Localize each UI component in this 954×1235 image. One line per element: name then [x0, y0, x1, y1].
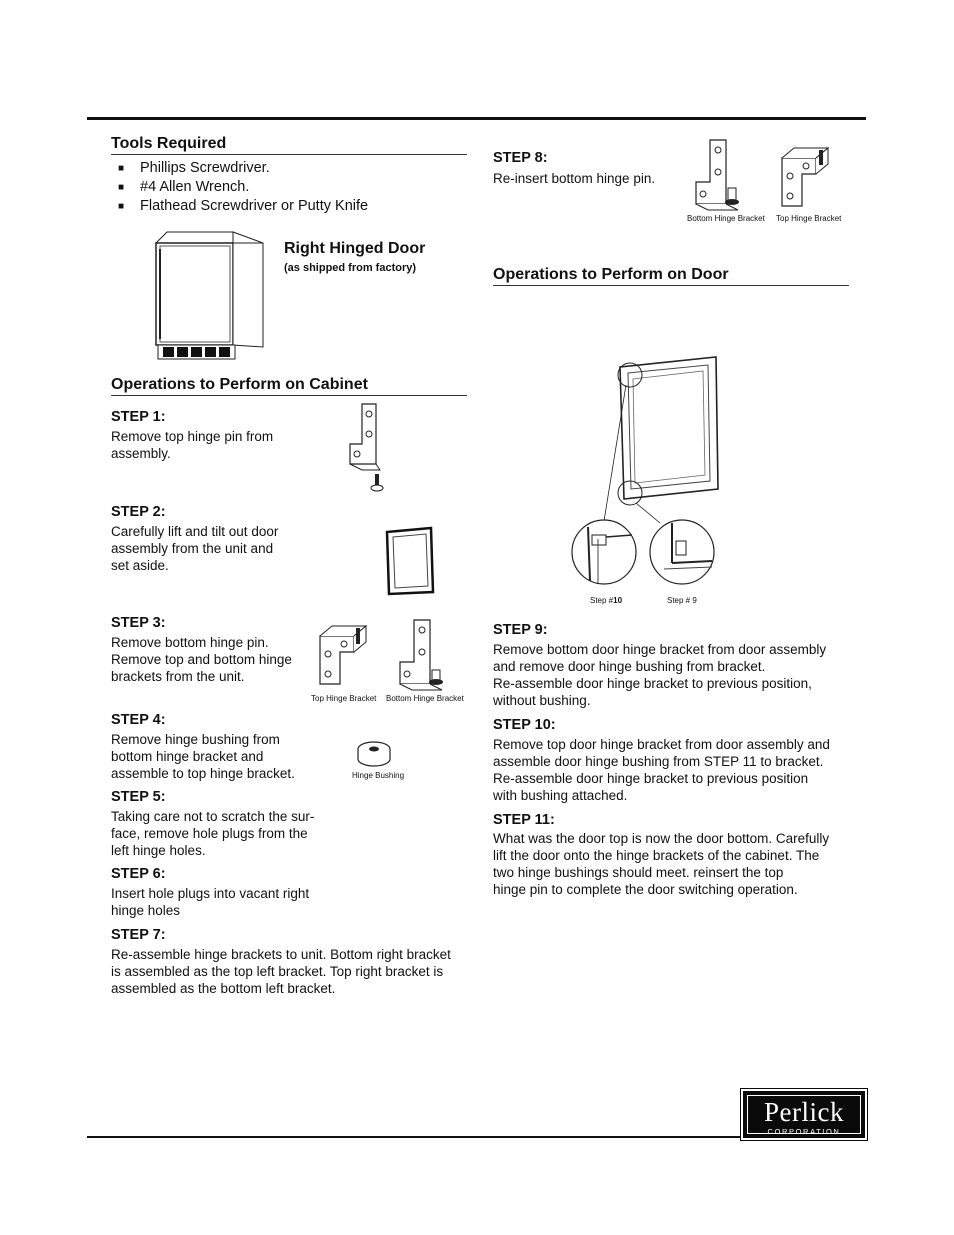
top-hinge-bracket-illustration — [776, 142, 838, 212]
top-hinge-bracket-caption: Top Hinge Bracket — [311, 694, 377, 703]
perlick-logo — [741, 1089, 867, 1140]
text-line: assemble to top hinge bracket. — [111, 766, 295, 781]
logo-frame — [747, 1095, 861, 1134]
text-line: face, remove hole plugs from the — [111, 826, 308, 841]
text-line: assembly. — [111, 446, 171, 461]
logo-name: Perlick — [764, 1097, 844, 1127]
text-line: Remove bottom hinge pin. — [111, 635, 269, 650]
top-hinge-bracket-pin-illustration — [342, 402, 392, 494]
step-11-title: STEP 11: — [493, 812, 555, 828]
step-10-text — [493, 736, 830, 804]
text-line: with bushing attached. — [493, 788, 628, 803]
step-2-title: STEP 2: — [111, 504, 166, 520]
bottom-hinge-bracket-caption: Bottom Hinge Bracket — [687, 214, 765, 223]
hinge-bushing-illustration — [354, 739, 394, 771]
text-line: Taking care not to scratch the sur- — [111, 809, 315, 824]
text-line: Remove top door hinge bracket from door assembly and — [493, 737, 830, 752]
list-item: ■ #4 Allen Wrench. — [111, 178, 368, 197]
list-item: ■ Flathead Screwdriver or Putty Knife — [111, 197, 368, 216]
text-line: Remove bottom door hinge bracket from door assembly — [493, 642, 827, 657]
step-6-title: STEP 6: — [111, 866, 166, 882]
bottom-hinge-bracket-illustration — [396, 618, 452, 694]
intro-subtitle: (as shipped from factory) — [284, 262, 417, 274]
step-10-caption — [590, 596, 622, 605]
step-4-text — [111, 731, 295, 782]
step-7-title: STEP 7: — [111, 927, 166, 943]
caption-number: 10 — [613, 596, 623, 605]
text-line: Remove top hinge pin from — [111, 429, 274, 444]
text-line: assemble door hinge bushing from STEP 11 to bracket. — [493, 754, 824, 769]
step-3-text — [111, 634, 292, 685]
step-1-title: STEP 1: — [111, 409, 166, 425]
step-1-text — [111, 428, 273, 462]
text-line: brackets from the unit. — [111, 669, 245, 684]
text-line: hinge holes — [111, 903, 181, 918]
text-line: Re-assemble door hinge bracket to previous position, — [493, 676, 812, 691]
hinge-bushing-caption: Hinge Bushing — [352, 771, 405, 780]
step-5-text — [111, 808, 314, 859]
text-line: left hinge holes. — [111, 843, 206, 858]
step-3-title: STEP 3: — [111, 615, 166, 631]
text-line: Re-assemble hinge brackets to unit. Bottom right bracket — [111, 947, 451, 962]
bottom-rule — [87, 1136, 742, 1138]
door-hinge-diagram — [568, 355, 728, 595]
text-line: set aside. — [111, 558, 169, 573]
door-heading: Operations to Perform on Door — [493, 266, 849, 286]
tools-heading: Tools Required — [111, 135, 467, 155]
bottom-hinge-bracket-illustration — [692, 138, 748, 214]
cabinet-heading: Operations to Perform on Cabinet — [111, 376, 467, 396]
text-line: Carefully lift and tilt out door — [111, 524, 279, 539]
step-8-text: Re-insert bottom hinge pin. — [493, 171, 656, 186]
text-line: Re-assemble door hinge bracket to previous position — [493, 771, 809, 786]
text-line: and remove door hinge bushing from bracket. — [493, 659, 766, 674]
step-5-title: STEP 5: — [111, 789, 166, 805]
step-9-title: STEP 9: — [493, 622, 548, 638]
step-8-title: STEP 8: — [493, 150, 548, 166]
text-line: is assembled as the top left bracket. Top right bracket is — [111, 964, 444, 979]
step-11-text — [493, 830, 829, 898]
caption-text: Step # — [590, 596, 614, 605]
text-line: assembly from the unit and — [111, 541, 274, 556]
text-line: lift the door onto the hinge brackets of the cabinet. The — [493, 848, 820, 863]
refrigerator-illustration — [153, 229, 265, 363]
step-2-text — [111, 523, 278, 574]
text-line: Remove hinge bushing from — [111, 732, 280, 747]
text-line: two hinge bushings should meet. reinsert the top — [493, 865, 784, 880]
step-7-text — [111, 946, 451, 997]
logo-corporation: CORPORATION — [767, 1127, 841, 1136]
text-line: What was the door top is now the door bottom. Carefully — [493, 831, 830, 846]
text-line: Insert hole plugs into vacant right — [111, 886, 310, 901]
text-line: Remove top and bottom hinge — [111, 652, 292, 667]
step-9-caption: Step # 9 — [667, 596, 697, 605]
intro-title: Right Hinged Door — [284, 240, 426, 257]
text-line: hinge pin to complete the door switching operation. — [493, 882, 798, 897]
text-line: assembled as the bottom left bracket. — [111, 981, 336, 996]
text-line: bottom hinge bracket and — [111, 749, 264, 764]
top-rule — [87, 117, 866, 120]
step-9-text — [493, 641, 826, 709]
step-6-text — [111, 885, 309, 919]
step-10-title: STEP 10: — [493, 717, 556, 733]
top-hinge-bracket-illustration — [314, 620, 374, 692]
step-4-title: STEP 4: — [111, 712, 166, 728]
door-assembly-illustration — [383, 526, 437, 596]
list-item: ■ Phillips Screwdriver. — [111, 159, 368, 178]
text-line: without bushing. — [493, 693, 591, 708]
top-hinge-bracket-caption: Top Hinge Bracket — [776, 214, 842, 223]
tools-list — [111, 159, 368, 216]
bottom-hinge-bracket-caption: Bottom Hinge Bracket — [386, 694, 464, 703]
